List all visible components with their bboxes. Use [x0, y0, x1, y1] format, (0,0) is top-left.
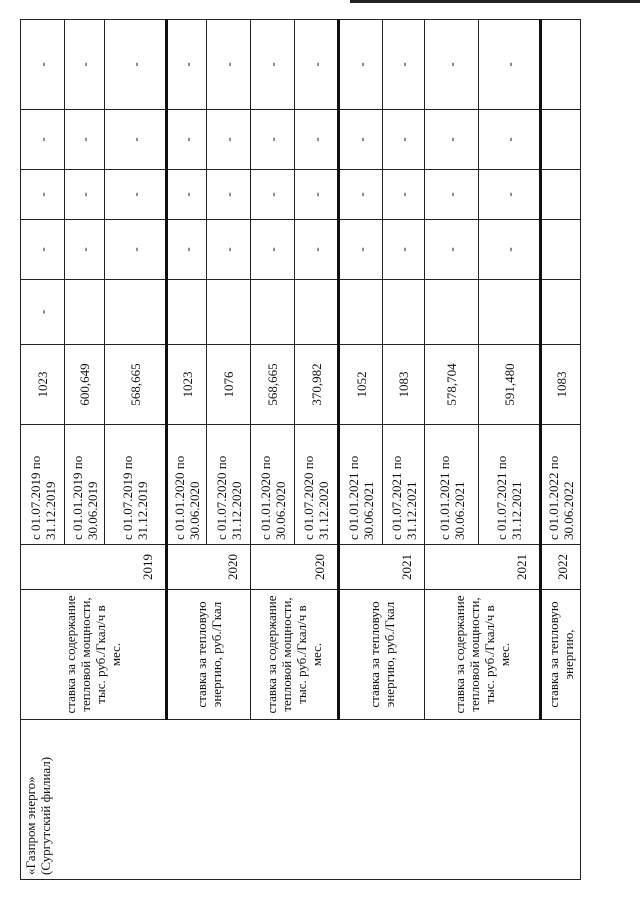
dash-cell: - [479, 170, 541, 220]
dash-cell: - [479, 220, 541, 280]
period-cell: с 01.07.2019 по 31.12.2019 [105, 425, 167, 545]
dash-cell: - [425, 110, 479, 170]
dash-cell: - [339, 220, 383, 280]
period-cell: с 01.01.2019 по 30.06.2019 [65, 425, 105, 545]
table-row [21, 20, 65, 880]
dash-cell: - [251, 220, 295, 280]
rate-name: ставка за содержание тепловой мощности, тыс. руб./Гкал/ч в мес. [251, 590, 339, 720]
value-cell: 1023 [167, 345, 207, 425]
period-cell: с 01.07.2021 по 31.12.2021 [479, 425, 541, 545]
period-cell: с 01.01.2020 по 30.06.2020 [251, 425, 295, 545]
year-cell: 2022 [541, 545, 581, 590]
rate-name: ставка за содержание тепловой мощности, тыс. руб./Гкал/ч в мес. [425, 590, 541, 720]
dash-cell: - [251, 170, 295, 220]
dash-cell: - [207, 110, 251, 170]
rotated-page [20, 20, 640, 880]
scan-edge-line [350, 0, 640, 3]
value-cell: 600,649 [65, 345, 105, 425]
period-cell: с 01.07.2020 по 31.12.2020 [207, 425, 251, 545]
dash-cell: - [105, 110, 167, 170]
period-cell: с 01.01.2022 по 30.06.2022 [541, 425, 581, 545]
dash-cell: - [251, 110, 295, 170]
dash-cell: - [65, 110, 105, 170]
dash-cell: - [479, 20, 541, 110]
dash-cell: - [339, 110, 383, 170]
dash-cell: - [21, 20, 65, 110]
value-cell: 568,665 [251, 345, 295, 425]
dash-cell: - [167, 220, 207, 280]
dash-cell: - [65, 170, 105, 220]
period-cell: с 01.01.2021 по 30.06.2021 [339, 425, 383, 545]
period-cell: с 01.07.2019 по 31.12.2019 [21, 425, 65, 545]
dash-cell: - [425, 170, 479, 220]
rate-name: ставка за тепловую энергию, руб./Гкал [339, 590, 425, 720]
dash-cell: - [21, 220, 65, 280]
dash-cell: - [295, 220, 339, 280]
value-cell: 591,480 [479, 345, 541, 425]
dash-cell: - [383, 170, 425, 220]
period-cell: с 01.07.2021 по 31.12.2021 [383, 425, 425, 545]
dash-cell: - [167, 20, 207, 110]
year-cell: 2021 [339, 545, 425, 590]
dash-cell: - [65, 20, 105, 110]
dash-cell: - [167, 110, 207, 170]
rate-name: ставка за содержание тепловой мощности, тыс. руб./Гкал/ч в мес. [21, 590, 167, 720]
year-cell: 2020 [251, 545, 339, 590]
dash-cell: - [21, 110, 65, 170]
dash-cell: - [425, 20, 479, 110]
dash-cell: - [295, 170, 339, 220]
year-cell: 2021 [425, 545, 541, 590]
dash-cell: - [383, 20, 425, 110]
rate-name: ставка за тепловую энергию, [541, 590, 581, 720]
dash-cell: - [295, 20, 339, 110]
value-cell: 578,704 [425, 345, 479, 425]
period-cell: с 01.01.2020 по 30.06.2020 [167, 425, 207, 545]
value-cell: 1083 [383, 345, 425, 425]
value-cell: 1083 [541, 345, 581, 425]
year-cell: 2020 [167, 545, 251, 590]
period-cell: с 01.01.2021 по 30.06.2021 [425, 425, 479, 545]
dash-cell: - [339, 20, 383, 110]
dash-cell: - [295, 110, 339, 170]
dash-cell: - [105, 20, 167, 110]
tariff-table [20, 19, 581, 880]
dash-cell: - [383, 110, 425, 170]
dash-cell: - [479, 110, 541, 170]
dash-cell: - [207, 20, 251, 110]
period-cell: с 01.07.2020 по 31.12.2020 [295, 425, 339, 545]
dash-cell: - [21, 170, 65, 220]
dash-cell: - [251, 20, 295, 110]
organization-cell: «Газпром энерго» (Сургутский филиал) [21, 720, 581, 880]
value-cell: 568,665 [105, 345, 167, 425]
dash-cell: - [21, 280, 65, 345]
rate-name: ставка за тепловую энергию, руб./Гкал [167, 590, 251, 720]
value-cell: 1076 [207, 345, 251, 425]
dash-cell: - [207, 170, 251, 220]
dash-cell: - [339, 170, 383, 220]
dash-cell: - [65, 220, 105, 280]
dash-cell: - [207, 220, 251, 280]
value-cell: 1052 [339, 345, 383, 425]
value-cell: 1023 [21, 345, 65, 425]
year-cell: 2019 [21, 545, 167, 590]
dash-cell: - [425, 220, 479, 280]
dash-cell: - [167, 170, 207, 220]
dash-cell: - [105, 170, 167, 220]
value-cell: 370,982 [295, 345, 339, 425]
dash-cell: - [105, 220, 167, 280]
dash-cell: - [383, 220, 425, 280]
